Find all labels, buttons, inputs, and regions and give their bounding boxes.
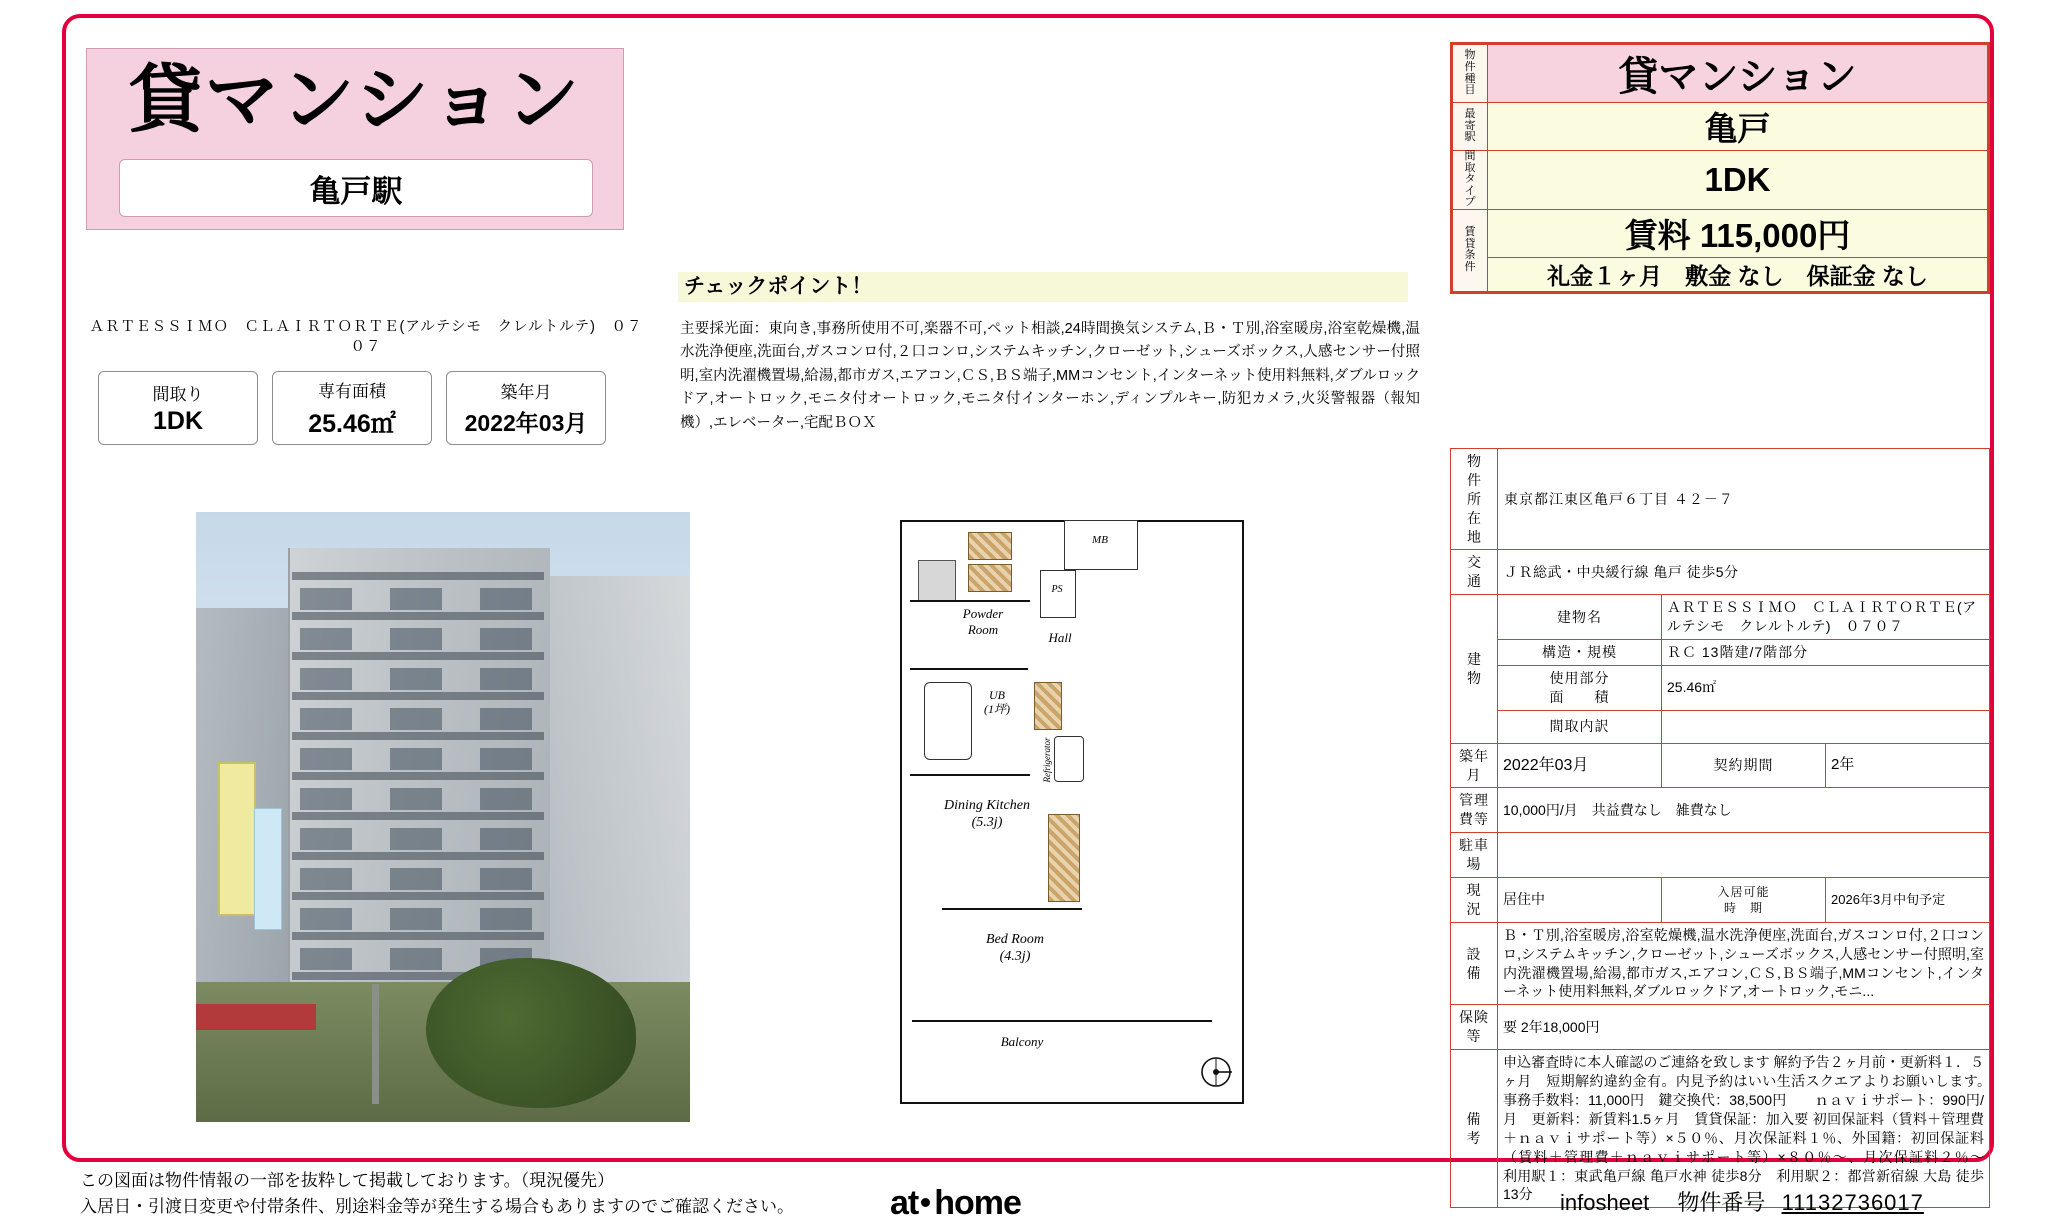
detail-label-layout-detail: 間取内訳 <box>1498 710 1662 743</box>
building-photo <box>196 512 690 1122</box>
plan-label-dk-line2: (5.3j) <box>971 814 1003 830</box>
compass-north-icon <box>1196 1052 1236 1092</box>
property-number-value: 11132736017 <box>1781 1190 1924 1215</box>
summary-row-rent <box>1453 209 1988 257</box>
spec-build-year <box>446 371 606 445</box>
detail-row-insurance <box>1451 1005 1990 1050</box>
summary-row-type <box>1453 45 1988 103</box>
plan-wall-5 <box>912 1020 1212 1022</box>
plan-wall-2 <box>910 668 1028 670</box>
detail-value-bname: ＡＲＴＥＳＳＩＭＯ ＣＬＡＩＲＴＯＲＴＥ(アルテシモ クレルトルテ) ０７０７ <box>1662 595 1990 640</box>
athome-logo-at: at <box>890 1184 919 1222</box>
summary-value-rent: 賃料 115,000円 <box>1488 209 1988 257</box>
detail-row-year-contract <box>1451 743 1990 788</box>
detail-table <box>1450 448 2012 1208</box>
detail-row-equipment <box>1451 922 1990 1005</box>
summary-table <box>1450 42 1990 294</box>
plan-washing-machine <box>918 560 956 602</box>
plan-label-ub <box>962 688 1032 717</box>
detail-row-area <box>1451 665 1990 710</box>
spec-area-value: 25.46㎡ <box>308 409 396 438</box>
spec-area-label: 専有面積 <box>318 381 386 401</box>
detail-row-status <box>1451 878 1990 923</box>
detail-value-status: 居住中 <box>1498 878 1662 923</box>
detail-label-address: 物 件 所 在 地 <box>1451 449 1498 550</box>
checkpoint-body: 主要採光面：東向き,事務所使用不可,楽器不可,ペット相談,24時間換気システム,Ｂ・Ｔ別,浴室暖房,浴室乾燥機,温水洗浄便座,洗面台,ガスコンロ付,２口コンロ,システムキッチン,クローゼット,シューズボックス,人感センサー付照明,室内洗濯機置場,給湯,都市ガス,エアコン,ＣＳ,ＢＳ端子,MMコンセント,インターネット使用料無料,ダブルロックドア,オートロック,モニタ付オートロック,モニタ付インターホン,ディンプルキー,防犯カメラ,火災警報器（報知機）,エレベーター,宅配ＢＯＸ <box>680 321 1420 431</box>
footer-note-line2: 入居日・引渡日変更や付帯条件、別途料金等が発生する場合もありますのでご確認ください。 <box>80 1197 794 1217</box>
plan-shoes-closet <box>1034 682 1062 730</box>
summary-value-layout: 1DK <box>1488 151 1988 210</box>
detail-label-insurance: 保険等 <box>1451 1005 1498 1050</box>
detail-value-area: 25.46㎡ <box>1662 665 1990 710</box>
detail-value-access: ＪＲ総武・中央緩行線 亀戸 徒歩5分 <box>1498 550 1990 595</box>
plan-label-ub-line2: (1坪) <box>984 702 1010 717</box>
detail-value-movein: 2026年3月中旬予定 <box>1826 878 1990 923</box>
property-number-label: 物件番号 <box>1677 1190 1766 1215</box>
athome-logo <box>890 1184 1021 1223</box>
detail-row-remarks <box>1451 1050 1990 1208</box>
summary-row-deposit <box>1453 257 1988 291</box>
footer-note <box>80 1168 794 1221</box>
spec-summary-row <box>98 371 606 445</box>
detail-label-build-year: 築年月 <box>1451 743 1498 788</box>
building-name-heading: ＡＲＴＥＳＳＩＭＯ ＣＬＡＩＲＴＯＲＴＥ(アルテシモ クレルトルテ) ０７０７ <box>89 319 643 355</box>
detail-label-parking: 駐車場 <box>1451 833 1498 878</box>
spec-layout <box>98 371 258 445</box>
infosheet-footer <box>1560 1186 1924 1217</box>
athome-logo-dot-icon <box>921 1198 930 1207</box>
checkpoint-title: チェックポイント！ <box>678 272 1408 302</box>
spec-build-year-label: 築年月 <box>500 383 552 402</box>
detail-value-address: 東京都江東区亀戸６丁目 ４２－７ <box>1498 449 1990 550</box>
plan-label-powder-line2: Room <box>967 621 999 637</box>
photo-signboard <box>218 762 256 916</box>
plan-label-powder <box>928 606 1038 637</box>
detail-label-access: 交 通 <box>1451 550 1498 595</box>
detail-value-insurance: 要 2年18,000円 <box>1498 1005 1990 1050</box>
detail-label-bname: 建物名 <box>1498 595 1662 640</box>
detail-value-equipment: Ｂ・Ｔ別,浴室暖房,浴室乾燥機,温水洗浄便座,洗面台,ガスコンロ付,２口コンロ,システムキッチン,クローゼット,シューズボックス,人感センサー付照明,室内洗濯機置場,給湯,都市ガス,エアコン,ＣＳ,ＢＳ端子,MMコンセント,インターネット使用料無料,ダブルロックドア,オートロック,モニ... <box>1498 922 1990 1005</box>
detail-value-structure: ＲＣ 13階建/7階部分 <box>1662 640 1990 666</box>
detail-value-build-year: 2022年03月 <box>1498 743 1662 788</box>
summary-label-conditions: 賃 貸 条 件 <box>1453 209 1488 291</box>
plan-toilet <box>1054 736 1084 782</box>
plan-label-refrigerator: Refrigerator <box>1042 737 1052 783</box>
detail-row-building-name <box>1451 595 1990 640</box>
detail-value-mgmt: 10,000円/月 共益費なし 雑費なし <box>1498 788 1990 833</box>
athome-logo-home: home <box>934 1184 1021 1222</box>
detail-row-layout-detail <box>1451 710 1990 743</box>
summary-value-deposit: 礼金１ヶ月 敷金 なし 保証金 なし <box>1488 257 1988 291</box>
detail-label-equipment: 設 備 <box>1451 922 1498 1005</box>
detail-label-movein: 入居可能 時 期 <box>1662 878 1826 923</box>
page-title: 貸マンション <box>128 58 582 141</box>
summary-value-station: 亀戸 <box>1488 103 1988 151</box>
detail-value-layout-detail <box>1662 710 1990 743</box>
detail-label-remarks: 備 考 <box>1451 1050 1498 1208</box>
plan-label-bedroom-line1: Bed Room <box>986 932 1044 947</box>
plan-closet-dk <box>1048 814 1080 902</box>
photo-awning <box>196 1004 316 1030</box>
detail-row-parking <box>1451 833 1990 878</box>
plan-label-mb: MB <box>1092 534 1108 546</box>
detail-row-address <box>1451 449 1990 550</box>
infosheet-label: infosheet <box>1560 1190 1650 1215</box>
spec-build-year-value: 2022年03月 <box>464 410 588 436</box>
plan-label-dk-line1: Dining Kitchen <box>944 798 1030 813</box>
summary-label-station: 最 寄 駅 <box>1453 103 1488 151</box>
detail-label-area: 使用部分 面 積 <box>1498 665 1662 710</box>
spec-layout-label: 間取り <box>152 385 204 404</box>
detail-value-parking <box>1498 833 1990 878</box>
footer-note-line1: この図面は物件情報の一部を抜粋して掲載しております。（現況優先） <box>80 1171 615 1190</box>
summary-label-type: 物 件 種 目 <box>1453 45 1488 103</box>
spec-layout-value: 1DK <box>152 407 203 435</box>
summary-label-layout: 間 取 タ イ プ <box>1453 151 1488 210</box>
plan-label-bedroom <box>940 932 1090 966</box>
summary-row-layout <box>1453 151 1988 210</box>
plan-label-balcony: Balcony <box>1000 1034 1044 1049</box>
detail-value-remarks: 申込審査時に本人確認のご連絡を致します 解約予告２ヶ月前・更新料１．５ヶ月 短期解約違約金有。内見予約はいい生活スクエアよりお願いします。 事務手数料：11,000円 鍵交換代：38,500円 ｎａｖｉサポート：990円/月 更新料：新賃料1.5ヶ月 賃貸保証：加入要 初回保証料（賃料＋管理費＋ｎａｖｉサポート等）×５０％、月次保証料１％、外国籍：初回保証料（賃料＋管理費＋ｎａｖｉサポート等）×８０％～、月次保証料２％～ 利用駅１：東武亀戸線 亀戸水神 徒歩8分 利用駅２：都営新宿線 大島 徒歩13分 <box>1498 1050 1990 1208</box>
detail-label-status: 現 況 <box>1451 878 1498 923</box>
plan-kitchen-counter <box>968 532 1012 560</box>
detail-row-mgmt <box>1451 788 1990 833</box>
plan-label-hall: Hall <box>1048 630 1072 645</box>
plan-kitchen-sink <box>968 564 1012 592</box>
detail-row-structure <box>1451 640 1990 666</box>
plan-label-ub-line1: UB <box>989 688 1005 702</box>
detail-value-contract: 2年 <box>1826 743 1990 788</box>
summary-value-type: 貸マンション <box>1488 45 1988 103</box>
detail-label-contract: 契約期間 <box>1662 743 1826 788</box>
detail-label-structure: 構造・規模 <box>1498 640 1662 666</box>
photo-pole <box>372 984 379 1104</box>
detail-label-building: 建 物 <box>1451 595 1498 743</box>
spec-area <box>272 371 432 445</box>
plan-wall-1 <box>910 600 1030 602</box>
plan-label-dk <box>912 798 1062 832</box>
detail-row-access <box>1451 550 1990 595</box>
plan-wall-3 <box>910 774 1030 776</box>
plan-label-bedroom-line2: (4.3j) <box>999 948 1031 964</box>
main-title-box <box>86 48 624 230</box>
station-name-box: 亀戸駅 <box>119 159 593 217</box>
floor-plan <box>900 520 1244 1104</box>
photo-signboard-secondary <box>254 808 282 930</box>
plan-wall-4 <box>942 908 1082 910</box>
summary-row-station <box>1453 103 1988 151</box>
detail-label-mgmt: 管理費等 <box>1451 788 1498 833</box>
plan-label-ps: PS <box>1051 584 1063 595</box>
plan-label-powder-line1: Powder <box>962 606 1004 621</box>
